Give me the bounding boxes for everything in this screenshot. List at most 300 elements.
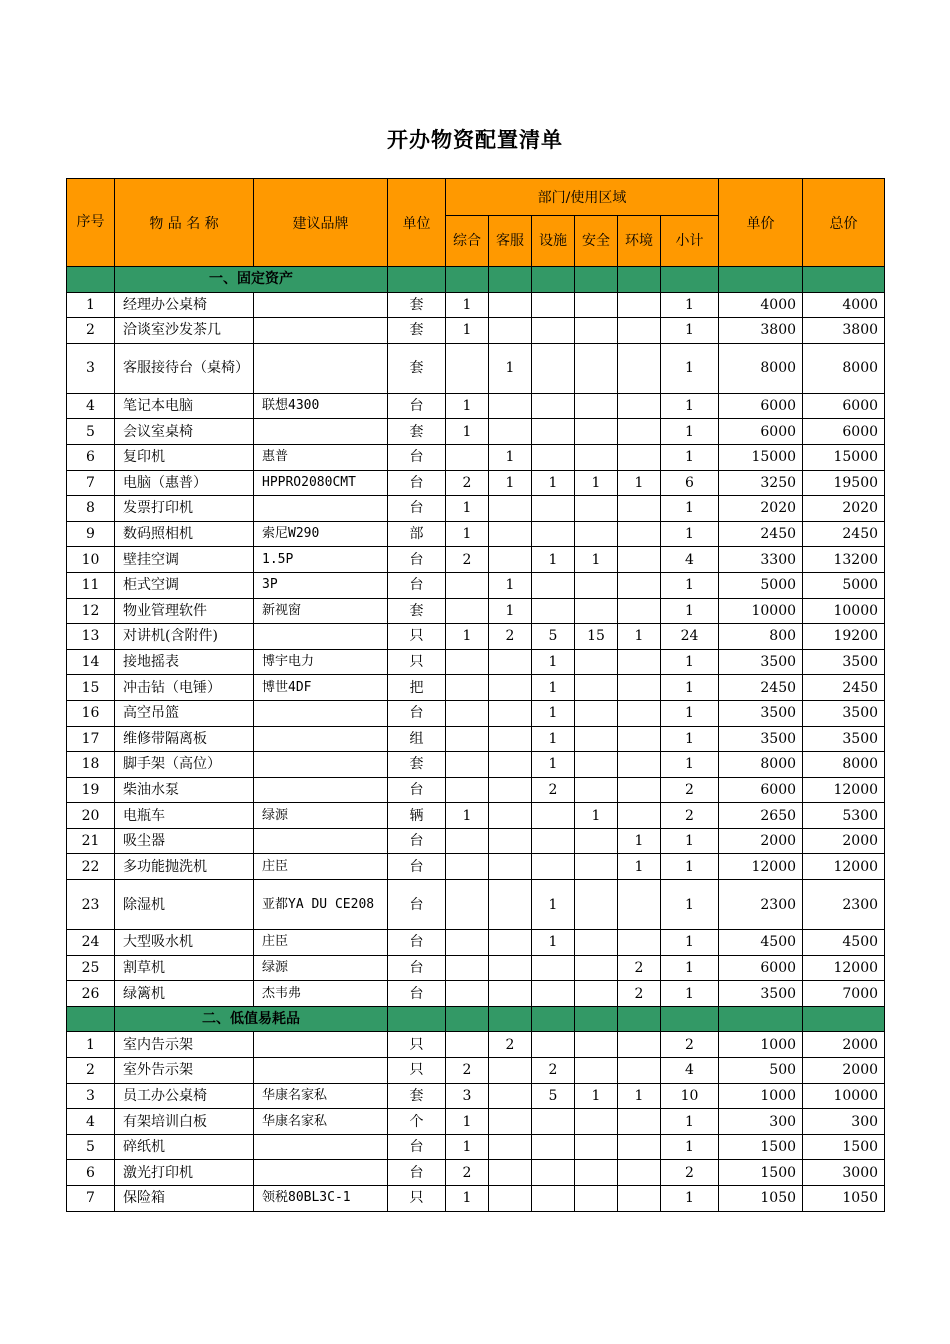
cell-general [446,1032,489,1058]
table-row [67,955,885,981]
cell-subtotal: 1 [661,419,719,445]
table-row [67,726,885,752]
cell-general [446,880,489,930]
cell-general [446,649,489,675]
cell-environment: 1 [618,828,661,854]
cell-total: 7000 [803,981,885,1007]
cell-seq: 26 [67,981,115,1007]
table-row [67,419,885,445]
cell-name: 碎纸机 [115,1134,254,1160]
cell-facility [532,419,575,445]
header-price: 单价 [719,179,803,267]
table-row [67,343,885,393]
cell-name: 吸尘器 [115,828,254,854]
section-spacer [388,1006,446,1032]
cell-service: 1 [489,343,532,393]
cell-seq: 2 [67,1058,115,1084]
cell-subtotal: 1 [661,598,719,624]
cell-name: 笔记本电脑 [115,393,254,419]
header-dept-service: 客服 [489,216,532,267]
cell-security [575,1186,618,1212]
cell-name: 大型吸水机 [115,930,254,956]
cell-seq: 16 [67,700,115,726]
table-row [67,1109,885,1135]
cell-name: 柴油水泵 [115,777,254,803]
cell-seq: 10 [67,547,115,573]
cell-facility: 1 [532,700,575,726]
cell-name: 对讲机(含附件) [115,624,254,650]
cell-facility: 5 [532,1083,575,1109]
cell-service [489,981,532,1007]
cell-unit: 台 [388,547,446,573]
cell-environment [618,803,661,829]
cell-subtotal: 1 [661,955,719,981]
cell-brand [254,752,388,778]
cell-price: 500 [719,1058,803,1084]
cell-unit: 台 [388,930,446,956]
cell-subtotal: 1 [661,752,719,778]
cell-service [489,930,532,956]
cell-security: 1 [575,547,618,573]
cell-price: 300 [719,1109,803,1135]
cell-subtotal: 1 [661,854,719,880]
cell-brand [254,318,388,344]
cell-service: 1 [489,598,532,624]
cell-facility [532,598,575,624]
cell-name: 割草机 [115,955,254,981]
cell-service: 2 [489,624,532,650]
header-subtotal: 小计 [661,216,719,267]
cell-name: 柜式空调 [115,572,254,598]
cell-security [575,700,618,726]
cell-environment: 1 [618,470,661,496]
cell-brand: 3P [254,572,388,598]
cell-facility [532,496,575,522]
cell-environment: 2 [618,981,661,1007]
cell-unit: 台 [388,1134,446,1160]
cell-security: 1 [575,803,618,829]
cell-facility [532,393,575,419]
cell-unit: 把 [388,675,446,701]
cell-environment [618,343,661,393]
cell-brand [254,624,388,650]
section-spacer [67,267,115,293]
section-spacer [446,267,489,293]
cell-general: 2 [446,547,489,573]
cell-facility [532,1186,575,1212]
cell-unit: 台 [388,981,446,1007]
cell-general [446,777,489,803]
cell-general: 1 [446,419,489,445]
cell-subtotal: 1 [661,1186,719,1212]
cell-brand [254,828,388,854]
section-spacer [575,267,618,293]
table-row [67,803,885,829]
cell-price: 2450 [719,675,803,701]
cell-subtotal: 10 [661,1083,719,1109]
cell-unit: 台 [388,854,446,880]
table-row [67,777,885,803]
cell-brand [254,1134,388,1160]
table-row [67,1160,885,1186]
cell-facility: 2 [532,1058,575,1084]
cell-unit: 套 [388,598,446,624]
cell-brand: 亚都YA DU CE208 [254,880,388,930]
cell-price: 8000 [719,343,803,393]
cell-security [575,828,618,854]
cell-seq: 18 [67,752,115,778]
cell-unit: 套 [388,1083,446,1109]
cell-price: 2650 [719,803,803,829]
cell-environment [618,675,661,701]
cell-name: 复印机 [115,444,254,470]
cell-total: 3500 [803,726,885,752]
cell-unit: 套 [388,343,446,393]
cell-brand [254,777,388,803]
table-row [67,649,885,675]
cell-environment [618,547,661,573]
cell-seq: 11 [67,572,115,598]
table-row [67,1134,885,1160]
cell-seq: 1 [67,1032,115,1058]
cell-brand: 华康名家私 [254,1109,388,1135]
cell-seq: 12 [67,598,115,624]
cell-total: 2000 [803,1032,885,1058]
cell-unit: 台 [388,700,446,726]
cell-security [575,1160,618,1186]
table-row [67,700,885,726]
cell-security [575,598,618,624]
cell-subtotal: 2 [661,1032,719,1058]
cell-unit: 套 [388,318,446,344]
cell-name: 维修带隔离板 [115,726,254,752]
cell-general [446,675,489,701]
section-spacer [532,267,575,293]
cell-total: 19500 [803,470,885,496]
cell-unit: 部 [388,521,446,547]
table-row [67,444,885,470]
cell-name: 多功能抛洗机 [115,854,254,880]
cell-unit: 只 [388,624,446,650]
cell-unit: 套 [388,292,446,318]
section-spacer [575,1006,618,1032]
cell-service [489,1160,532,1186]
table-row [67,572,885,598]
cell-environment [618,1160,661,1186]
cell-general: 1 [446,292,489,318]
cell-price: 3300 [719,547,803,573]
cell-brand: 领税80BL3C-1 [254,1186,388,1212]
asset-table [66,178,885,1212]
table-row [67,752,885,778]
cell-subtotal: 1 [661,1134,719,1160]
cell-price: 12000 [719,854,803,880]
cell-service [489,1083,532,1109]
cell-facility [532,1109,575,1135]
header-seq: 序号 [67,179,115,267]
section-row [67,267,885,293]
cell-total: 6000 [803,419,885,445]
cell-service [489,854,532,880]
cell-total: 2450 [803,675,885,701]
cell-seq: 13 [67,624,115,650]
cell-price: 3500 [719,981,803,1007]
cell-total: 1500 [803,1134,885,1160]
table-row [67,930,885,956]
cell-brand: 博世4DF [254,675,388,701]
cell-security [575,726,618,752]
section-spacer [719,1006,803,1032]
cell-service [489,752,532,778]
cell-general: 2 [446,1160,489,1186]
cell-total: 10000 [803,1083,885,1109]
cell-seq: 5 [67,419,115,445]
cell-service [489,318,532,344]
cell-price: 2450 [719,521,803,547]
cell-brand [254,1160,388,1186]
cell-seq: 19 [67,777,115,803]
cell-total: 3500 [803,700,885,726]
header-dept-group: 部门/使用区域 [446,179,719,216]
cell-subtotal: 1 [661,981,719,1007]
section-title: 一、固定资产 [115,267,388,293]
cell-subtotal: 1 [661,649,719,675]
cell-subtotal: 1 [661,1109,719,1135]
cell-subtotal: 1 [661,726,719,752]
cell-facility [532,572,575,598]
cell-total: 12000 [803,854,885,880]
cell-seq: 4 [67,1109,115,1135]
cell-security [575,777,618,803]
cell-name: 壁挂空调 [115,547,254,573]
section-spacer [803,1006,885,1032]
table-row [67,1058,885,1084]
cell-service [489,649,532,675]
cell-subtotal: 1 [661,292,719,318]
cell-environment [618,393,661,419]
header-dept-environment: 环境 [618,216,661,267]
cell-service [489,803,532,829]
cell-brand [254,419,388,445]
cell-price: 3800 [719,318,803,344]
cell-service [489,393,532,419]
cell-service: 1 [489,572,532,598]
cell-price: 1500 [719,1160,803,1186]
header-dept-facility: 设施 [532,216,575,267]
cell-environment [618,444,661,470]
cell-name: 会议室桌椅 [115,419,254,445]
cell-subtotal: 1 [661,572,719,598]
cell-subtotal: 6 [661,470,719,496]
cell-security [575,521,618,547]
cell-price: 3250 [719,470,803,496]
cell-unit: 只 [388,1058,446,1084]
cell-general [446,955,489,981]
table-row [67,828,885,854]
cell-general: 1 [446,803,489,829]
cell-environment: 1 [618,1083,661,1109]
cell-security: 1 [575,1083,618,1109]
cell-facility [532,521,575,547]
cell-name: 客服接待台（桌椅） [115,343,254,393]
cell-name: 室外告示架 [115,1058,254,1084]
cell-unit: 台 [388,496,446,522]
cell-total: 2000 [803,1058,885,1084]
cell-unit: 个 [388,1109,446,1135]
table-row [67,521,885,547]
cell-price: 3500 [719,649,803,675]
cell-facility [532,854,575,880]
cell-total: 2020 [803,496,885,522]
cell-price: 5000 [719,572,803,598]
cell-subtotal: 1 [661,930,719,956]
cell-service: 1 [489,470,532,496]
cell-general: 3 [446,1083,489,1109]
cell-environment: 2 [618,955,661,981]
cell-name: 脚手架（高位） [115,752,254,778]
cell-environment [618,880,661,930]
cell-unit: 台 [388,880,446,930]
cell-unit: 辆 [388,803,446,829]
table-row [67,1186,885,1212]
cell-brand [254,292,388,318]
cell-service [489,1186,532,1212]
cell-security [575,496,618,522]
cell-price: 10000 [719,598,803,624]
cell-security [575,1109,618,1135]
cell-security [575,318,618,344]
cell-general: 1 [446,1134,489,1160]
cell-subtotal: 1 [661,343,719,393]
cell-unit: 台 [388,393,446,419]
cell-environment [618,292,661,318]
cell-subtotal: 2 [661,803,719,829]
cell-name: 经理办公桌椅 [115,292,254,318]
cell-total: 300 [803,1109,885,1135]
cell-unit: 台 [388,777,446,803]
cell-general [446,981,489,1007]
cell-total: 2300 [803,880,885,930]
cell-general: 1 [446,1109,489,1135]
cell-environment [618,752,661,778]
table-row [67,624,885,650]
cell-brand: 华康名家私 [254,1083,388,1109]
cell-seq: 3 [67,343,115,393]
cell-total: 2450 [803,521,885,547]
cell-subtotal: 1 [661,393,719,419]
cell-service: 2 [489,1032,532,1058]
cell-brand: HPPRO2080CMT [254,470,388,496]
cell-total: 12000 [803,777,885,803]
cell-facility: 1 [532,649,575,675]
cell-facility [532,981,575,1007]
cell-environment [618,572,661,598]
cell-environment: 1 [618,624,661,650]
cell-price: 1500 [719,1134,803,1160]
cell-environment [618,598,661,624]
cell-seq: 17 [67,726,115,752]
cell-service [489,726,532,752]
cell-price: 2300 [719,880,803,930]
table-body [67,267,885,1212]
table-row [67,496,885,522]
table-row [67,598,885,624]
section-spacer [532,1006,575,1032]
cell-facility [532,318,575,344]
cell-unit: 台 [388,470,446,496]
cell-security [575,854,618,880]
cell-security [575,981,618,1007]
cell-name: 发票打印机 [115,496,254,522]
cell-facility: 1 [532,470,575,496]
cell-seq: 15 [67,675,115,701]
cell-subtotal: 4 [661,547,719,573]
cell-brand: 联想4300 [254,393,388,419]
cell-brand [254,700,388,726]
cell-general: 1 [446,496,489,522]
cell-service [489,955,532,981]
cell-seq: 14 [67,649,115,675]
section-spacer [719,267,803,293]
table-row [67,318,885,344]
table-row [67,1032,885,1058]
header-total: 总价 [803,179,885,267]
cell-seq: 5 [67,1134,115,1160]
cell-brand: 博宇电力 [254,649,388,675]
cell-unit: 组 [388,726,446,752]
cell-facility: 1 [532,930,575,956]
cell-general [446,572,489,598]
cell-subtotal: 1 [661,444,719,470]
cell-unit: 套 [388,419,446,445]
cell-environment [618,318,661,344]
cell-price: 800 [719,624,803,650]
cell-environment: 1 [618,854,661,880]
cell-name: 接地摇表 [115,649,254,675]
cell-environment [618,1186,661,1212]
cell-name: 激光打印机 [115,1160,254,1186]
cell-price: 6000 [719,955,803,981]
cell-security [575,752,618,778]
cell-general [446,930,489,956]
cell-environment [618,1032,661,1058]
header-brand: 建议品牌 [254,179,388,267]
cell-facility: 2 [532,777,575,803]
cell-brand [254,726,388,752]
cell-price: 4500 [719,930,803,956]
table-row [67,880,885,930]
cell-name: 绿篱机 [115,981,254,1007]
table-row [67,854,885,880]
cell-total: 19200 [803,624,885,650]
cell-name: 室内告示架 [115,1032,254,1058]
cell-seq: 24 [67,930,115,956]
cell-environment [618,1109,661,1135]
cell-seq: 7 [67,470,115,496]
cell-price: 1000 [719,1032,803,1058]
cell-name: 电脑（惠普） [115,470,254,496]
cell-price: 15000 [719,444,803,470]
cell-seq: 2 [67,318,115,344]
cell-seq: 25 [67,955,115,981]
cell-general: 1 [446,393,489,419]
cell-seq: 3 [67,1083,115,1109]
cell-general: 1 [446,521,489,547]
cell-security [575,572,618,598]
cell-general: 1 [446,1186,489,1212]
cell-facility [532,955,575,981]
section-spacer [661,267,719,293]
